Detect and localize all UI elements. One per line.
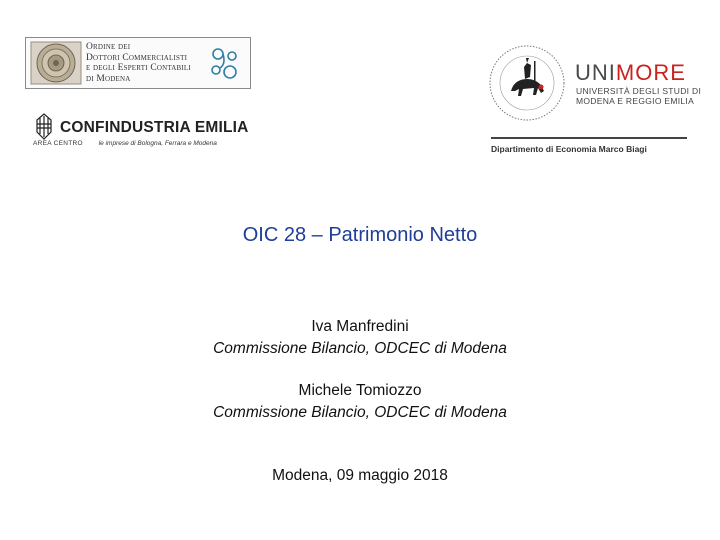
speaker-block <box>0 380 720 424</box>
confindustria-tagline: le imprese di Bologna, Ferrara e Modena <box>98 140 217 147</box>
place-date: Modena, 09 maggio 2018 <box>272 467 448 484</box>
confindustria-logo <box>33 110 248 152</box>
odcec-logo <box>25 37 251 89</box>
confindustria-area: AREA CENTRO <box>33 140 83 147</box>
unimore-wordmark-more: MORE <box>615 60 686 85</box>
unimore-wordmark-uni: UNI <box>575 60 616 85</box>
unimore-seal-icon <box>487 43 567 123</box>
confindustria-subtitle <box>33 140 217 147</box>
unimore-subtitle-line: MODENA E REGGIO EMILIA <box>576 96 695 106</box>
odcec-line: Ordine dei <box>86 42 131 52</box>
confindustria-name: CONFINDUSTRIA EMILIA <box>60 119 249 136</box>
confindustria-emblem-icon <box>33 112 55 142</box>
odcec-line: di Modena <box>86 73 131 84</box>
odcec-line: Dottori Commercialisti <box>86 52 188 63</box>
speaker-role: Commissione Bilancio, ODCEC di Modena <box>213 404 507 421</box>
unimore-wordmark <box>575 60 686 86</box>
unimore-subtitle-line: UNIVERSITÀ DEGLI STUDI DI <box>576 86 702 96</box>
unimore-department: Dipartimento di Economia Marco Biagi <box>491 144 647 154</box>
unimore-subtitle <box>576 86 701 106</box>
slide-title: OIC 28 – Patrimonio Netto <box>242 224 478 246</box>
speaker-name: Michele Tomiozzo <box>298 382 422 399</box>
odcec-name <box>86 42 206 84</box>
speaker-block <box>0 316 720 360</box>
odcec-ornament-icon <box>206 44 244 84</box>
odcec-emblem-icon <box>30 41 82 85</box>
odcec-line: e degli Esperti Contabili <box>86 63 191 73</box>
unimore-divider <box>491 137 687 139</box>
speaker-role: Commissione Bilancio, ODCEC di Modena <box>213 340 507 357</box>
speaker-name: Iva Manfredini <box>311 318 409 335</box>
